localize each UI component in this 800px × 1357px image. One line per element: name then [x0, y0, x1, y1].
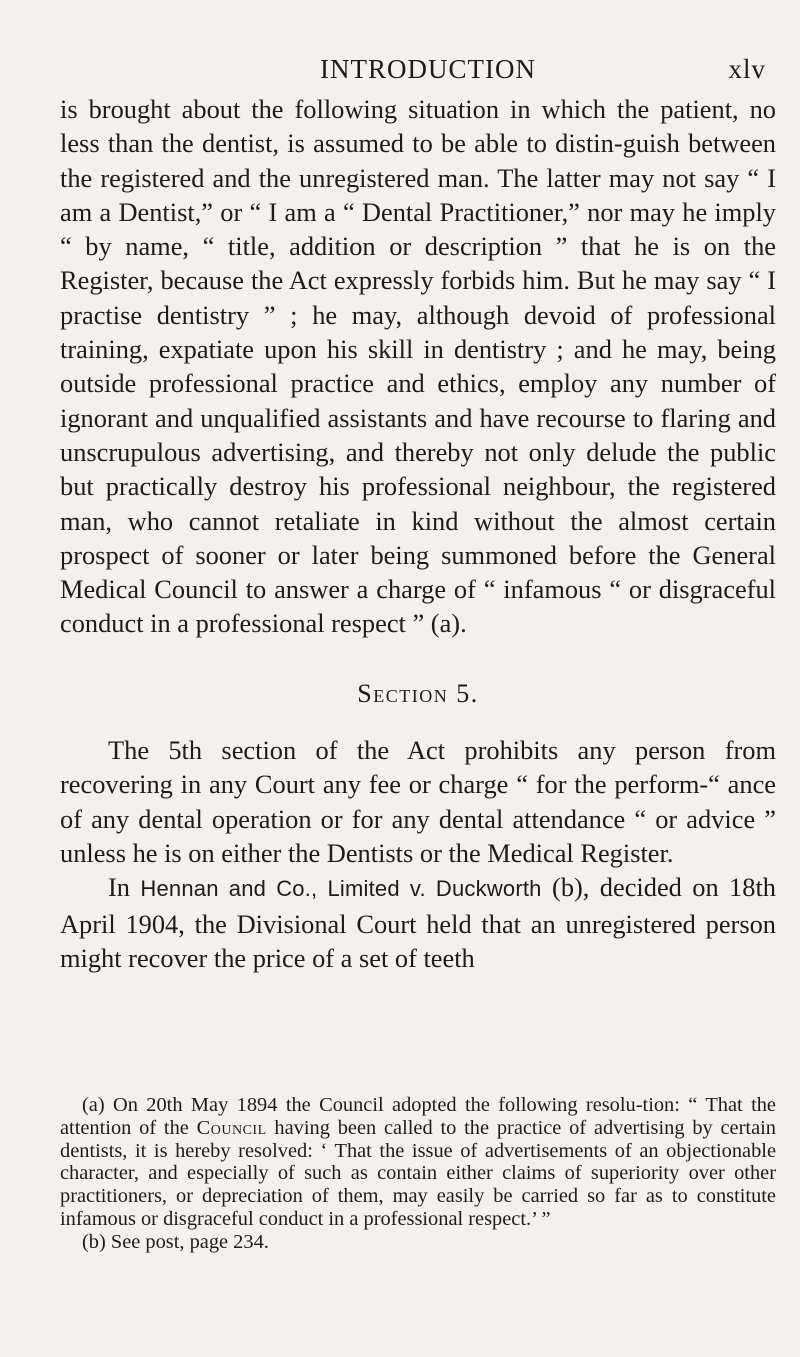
- body-text: [60, 92, 776, 975]
- case-name: Hennan and Co., Limited v. Duckworth: [140, 876, 542, 902]
- running-head-title: INTRODUCTION: [320, 54, 536, 84]
- case-text: (b), decided on 18th April 1904, the Divisional Court held that an unregistered person might recover the price of a set of teeth: [60, 872, 776, 973]
- page-number: xlv: [728, 54, 766, 84]
- paragraph-continuation: is brought about the following situation in which the patient, no less than the dentist, is assumed to be able to distin-guish between the registered and the unregistered man. The latter may not say “ I am a Dentist,” or “ I am a “ Dental Practitioner,” nor may he imply “ by name, “ title, addition or description ” that he is on the Register, because the Act expressly forbids him. But he may say “ I practise dentistry ” ; he may, although devoid of professional training, expatiate upon his skill in dentistry ; and he may, being outside professional practice and ethics, employ any number of ignorant and unqualified assistants and have recourse to flaring and unscrupulous advertising, and thereby not only delude the public but practically destroy his professional neighbour, the registered man, who cannot retaliate in kind without the almost certain prospect of sooner or later being summoned before the General Medical Council to answer a charge of “ infamous “ or disgraceful conduct in a professional respect ” (a).: [60, 94, 776, 639]
- footnote-a-text-end: having been called to the practice of advertising by certain dentists, it is hereby resolved: ‘ That the issue of advertisements of an objectionable character, and especially of such as contain either claims of superiority over other practitioners, or depreciation of them, may easily be carried so far as to constitute infamous or disgraceful conduct in a professional respect.’ ”: [60, 1116, 776, 1230]
- paragraph-section-5: The 5th section of the Act prohibits any person from recovering in any Court any fee or charge “ for the perform-“ ance of any dental operation or for any dental attendance “ or advice ” unless he is on either the Dentists or the Medical Register.: [60, 735, 776, 868]
- footnotes: [60, 1094, 776, 1254]
- footnote-a-text-start: (a) On 20th May 1894 the Council adopted the following resolu-tion: “ That the attention of the: [60, 1094, 776, 1139]
- footnote-a: [60, 1094, 776, 1231]
- paragraph-case: [60, 870, 776, 975]
- footnote-a-council: Council: [196, 1116, 267, 1139]
- running-head: [90, 54, 766, 94]
- section-heading: Section 5.: [357, 678, 479, 708]
- footnote-b: (b) See post, page 234.: [82, 1230, 269, 1253]
- case-lead-word: In: [108, 872, 130, 903]
